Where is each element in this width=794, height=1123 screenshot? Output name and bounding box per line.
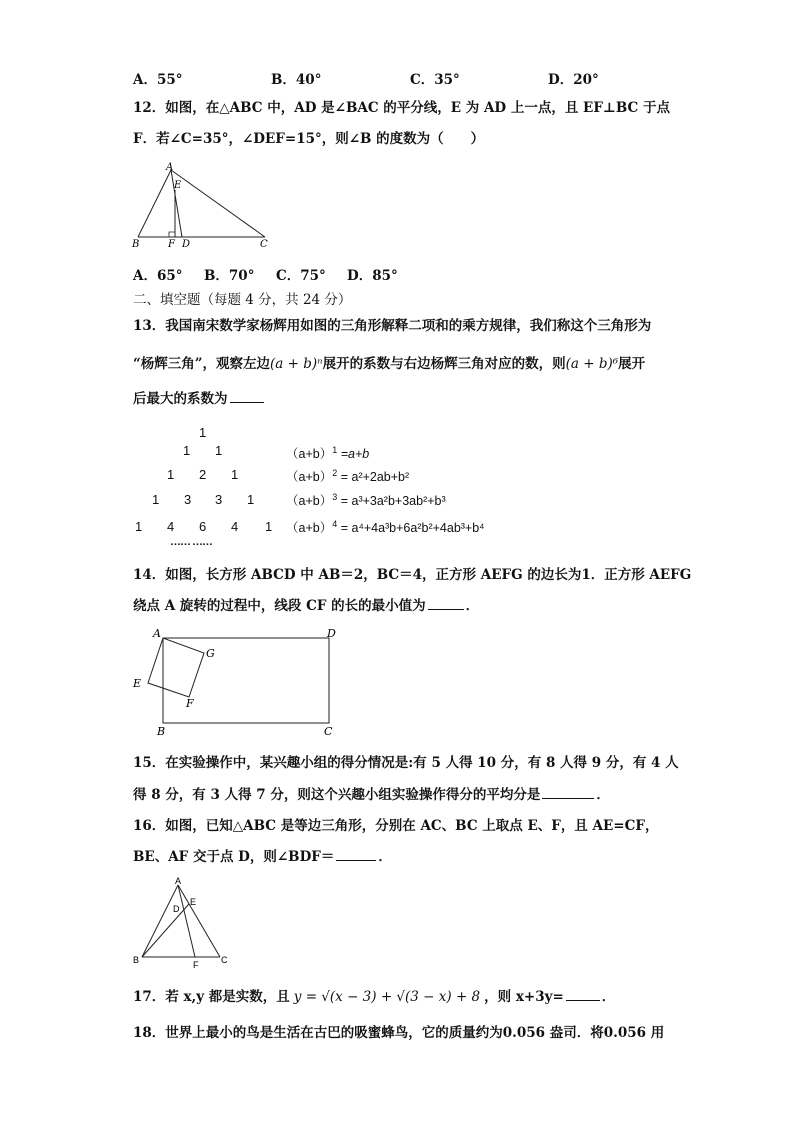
q16-label-d: D xyxy=(173,904,180,914)
q16-label-a: A xyxy=(175,876,182,886)
q18-text-line1: 18．世界上最小的鸟是生活在古巴的吸蜜蜂鸟，它的质量约为0.056 盎司．将0.056 用 xyxy=(133,1025,665,1041)
q14-text-line1: 14．如图，长方形 ABCD 中 AB＝2，BC＝4，正方形 AEFG 的边长为1．正方形 AEFG xyxy=(133,567,692,583)
triangle-cell: 1 xyxy=(135,519,143,534)
triangle-cell: 2 xyxy=(199,467,207,482)
q13-expr-6: (a + b)⁶ xyxy=(565,356,619,372)
q12-option-a: A．65° xyxy=(133,268,183,284)
q14-label-f: F xyxy=(186,697,194,710)
q12-label-f: F xyxy=(168,239,175,250)
q14-rectangle-figure xyxy=(128,624,348,740)
q12-label-e: E xyxy=(174,180,182,191)
triangle-cell: 1 xyxy=(265,519,273,534)
q14-text-line2: 绕点 A 旋转的过程中，线段 CF 的长的最小值为 ． xyxy=(133,598,480,614)
q12-label-d: D xyxy=(182,239,191,250)
triangle-cell: 3 xyxy=(215,492,223,507)
triangle-cell: 6 xyxy=(199,519,207,534)
triangle-dots: …… …… xyxy=(170,536,213,548)
triangle-cell: 1 xyxy=(152,492,160,507)
q16-text-line1: 16．如图，已知△ABC 是等边三角形，分别在 AC、BC 上取点 E、F，且 AE=CF， xyxy=(133,818,659,834)
q16-label-e: E xyxy=(190,897,197,907)
triangle-cell: 4 xyxy=(167,519,175,534)
q11-option-c: C．35° xyxy=(410,72,460,88)
q11-option-a: A．55° xyxy=(133,72,183,88)
expansion-line-2: $(a+b)^2 = a^2+2ab+b^2$ xyxy=(286,467,410,484)
expansion-line-4: $(a+b)^4 = a^4+4a^3b+6a^2b^2+4ab^3+b^4$ xyxy=(286,518,485,535)
q16-label-b: B xyxy=(133,955,140,965)
triangle-cell: 1 xyxy=(247,492,255,507)
q15-text-line1: 15．在实验操作中，某兴趣小组的得分情况是:有 5 人得 10 分，有 8 人得 9 分，有 4 人 xyxy=(133,755,679,771)
q14-label-c: C xyxy=(324,725,333,738)
q14-label-e: E xyxy=(133,677,142,690)
triangle-cell: 1 xyxy=(167,467,175,482)
q15-answer-blank[interactable] xyxy=(542,786,594,799)
q11-option-b: B．40° xyxy=(271,72,322,88)
q13-text-line1: 13．我国南宋数学家杨辉用如图的三角形解释二项和的乘方规律，我们称这个三角形为 xyxy=(133,318,652,334)
q16-label-f: F xyxy=(193,960,199,970)
triangle-cell: 1 xyxy=(183,443,191,458)
q13-answer-blank[interactable] xyxy=(230,390,264,403)
triangle-cell: 4 xyxy=(231,519,239,534)
q16-answer-blank[interactable] xyxy=(336,848,376,861)
q14-label-d: D xyxy=(327,627,336,640)
triangle-cell: 1 xyxy=(215,443,223,458)
q16-equilateral-figure xyxy=(128,875,238,970)
q11-option-d: D．20° xyxy=(548,72,599,88)
expansion-line-1: $(a+b)^1 =a+b$ xyxy=(286,444,370,461)
q12-option-c: C．75° xyxy=(276,268,326,284)
section-fill-in-heading: 二、填空题（每题 4 分，共 24 分） xyxy=(133,292,352,308)
q14-label-b: B xyxy=(157,725,166,738)
q14-label-g: G xyxy=(206,647,215,660)
q13-expr-n: (a + b)ⁿ xyxy=(270,356,323,372)
q12-triangle-figure xyxy=(128,160,278,252)
q16-label-c: C xyxy=(221,955,228,965)
q17-formula: y = √(x − 3) + √(3 − x) + 8 xyxy=(293,989,481,1005)
q15-text-line2: 得 8 分，有 3 人得 7 分，则这个兴趣小组实验操作得分的平均分是 ． xyxy=(133,787,610,803)
q12-text-line1: 12．如图，在△ABC 中，AD 是∠BAC 的平分线，E 为 AD 上一点，且 EF⊥BC 于点 xyxy=(133,100,670,116)
q12-label-a: A xyxy=(166,162,174,173)
q12-option-b: B．70° xyxy=(204,268,255,284)
q12-option-d: D．85° xyxy=(347,268,398,284)
triangle-cell: 1 xyxy=(231,467,239,482)
q17-answer-blank[interactable] xyxy=(566,988,600,1001)
q12-label-c: C xyxy=(260,239,268,250)
triangle-cell: 3 xyxy=(184,492,192,507)
expansion-line-3: $(a+b)^3 = a^3+3a^2b+3ab^2+b^3$ xyxy=(286,491,446,508)
q13-text-line3: 后最大的系数为 xyxy=(133,390,266,408)
q17-text: 17．若 x,y 都是实数，且 y = √(x − 3) + √(3 − x) + 8 ，则 x+3y= ． xyxy=(133,989,616,1005)
q16-text-line2: BE、AF 交于点 D，则∠BDF＝ ． xyxy=(133,849,392,865)
q12-label-b: B xyxy=(132,239,140,250)
triangle-row-1: 1 xyxy=(199,425,207,440)
q12-text-line2: F．若∠C=35°，∠DEF=15°，则∠B 的度数为（ ） xyxy=(133,131,485,147)
q13-text-line2: “杨辉三角”，观察左边(a + b)ⁿ展开的系数与右边杨辉三角对应的数，则(a + b)⁶展开 xyxy=(133,356,646,372)
q14-answer-blank[interactable] xyxy=(428,597,464,610)
q14-label-a: A xyxy=(153,627,161,640)
